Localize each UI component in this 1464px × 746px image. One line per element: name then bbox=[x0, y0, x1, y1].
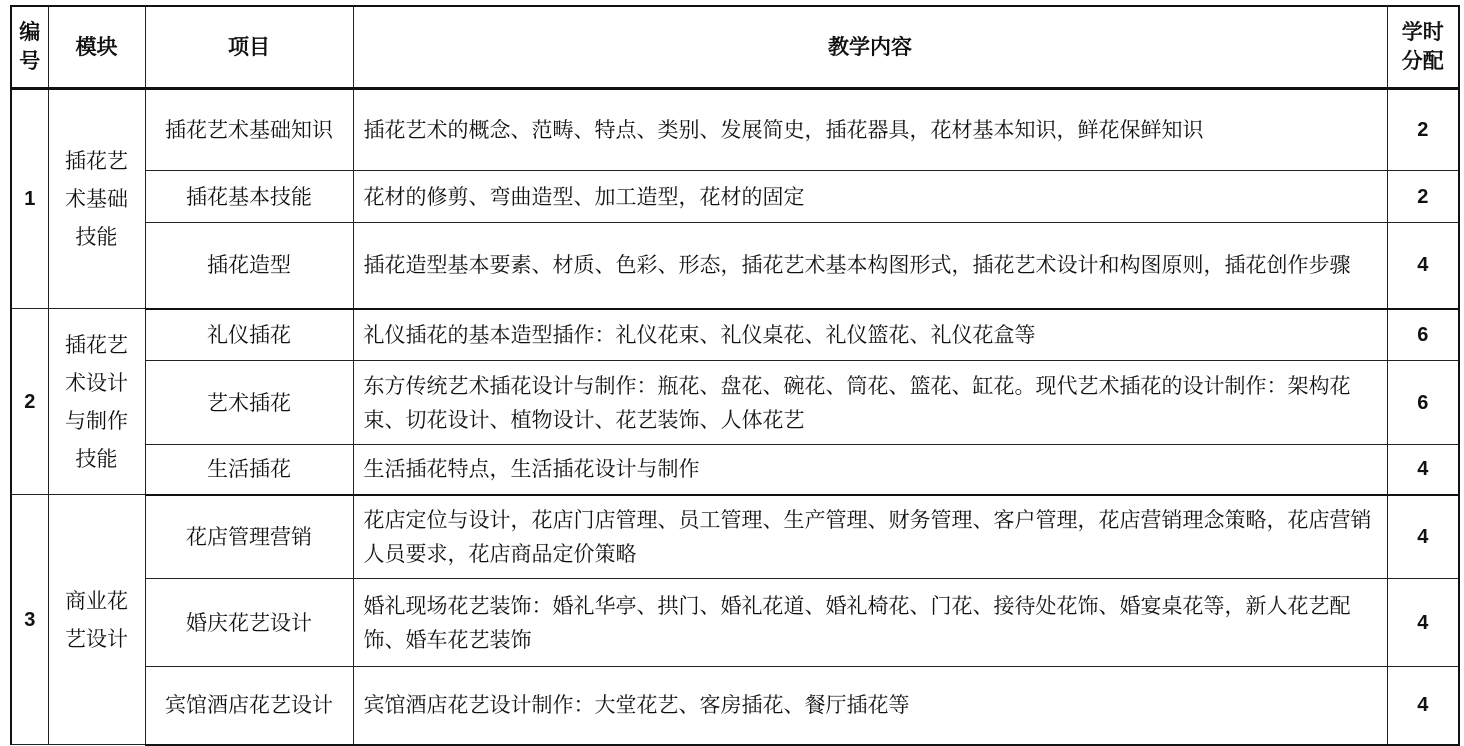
content-cell: 宾馆酒店花艺设计制作：大堂花艺、客房插花、餐厅插花等 bbox=[353, 667, 1387, 745]
hours-cell: 6 bbox=[1387, 309, 1459, 361]
content-cell: 花材的修剪、弯曲造型、加工造型，花材的固定 bbox=[353, 171, 1387, 223]
project-cell: 礼仪插花 bbox=[145, 309, 353, 361]
header-project: 项目 bbox=[145, 6, 353, 89]
content-cell: 插花造型基本要素、材质、色彩、形态，插花艺术基本构图形式，插花艺术设计和构图原则，插花创作步骤 bbox=[353, 223, 1387, 309]
header-module: 模块 bbox=[48, 6, 145, 89]
header-no: 编号 bbox=[11, 6, 48, 89]
hours-cell: 4 bbox=[1387, 667, 1459, 745]
project-cell: 插花造型 bbox=[145, 223, 353, 309]
header-hours: 学时分配 bbox=[1387, 6, 1459, 89]
table-row bbox=[11, 579, 1459, 667]
content-cell: 插花艺术的概念、范畴、特点、类别、发展简史，插花器具，花材基本知识，鲜花保鲜知识 bbox=[353, 89, 1387, 171]
content-cell: 生活插花特点，生活插花设计与制作 bbox=[353, 445, 1387, 495]
module-cell: 插花艺术基础技能 bbox=[48, 89, 145, 309]
content-cell: 花店定位与设计，花店门店管理、员工管理、生产管理、财务管理、客户管理，花店营销理念策略，花店营销人员要求，花店商品定价策略 bbox=[353, 495, 1387, 579]
curriculum-table-container bbox=[10, 5, 1458, 746]
hours-cell: 4 bbox=[1387, 223, 1459, 309]
hours-cell: 2 bbox=[1387, 171, 1459, 223]
module-cell: 插花艺术设计与制作技能 bbox=[48, 309, 145, 495]
curriculum-table bbox=[10, 5, 1460, 746]
table-row bbox=[11, 495, 1459, 579]
project-cell: 插花基本技能 bbox=[145, 171, 353, 223]
content-cell: 东方传统艺术插花设计与制作：瓶花、盘花、碗花、筒花、篮花、缸花。现代艺术插花的设计制作：架构花束、切花设计、植物设计、花艺装饰、人体花艺 bbox=[353, 361, 1387, 445]
content-cell: 婚礼现场花艺装饰：婚礼华亭、拱门、婚礼花道、婚礼椅花、门花、接待处花饰、婚宴桌花等，新人花艺配饰、婚车花艺装饰 bbox=[353, 579, 1387, 667]
table-row bbox=[11, 445, 1459, 495]
hours-cell: 4 bbox=[1387, 445, 1459, 495]
hours-cell: 4 bbox=[1387, 495, 1459, 579]
table-row bbox=[11, 667, 1459, 745]
project-cell: 花店管理营销 bbox=[145, 495, 353, 579]
hours-cell: 2 bbox=[1387, 89, 1459, 171]
table-row bbox=[11, 361, 1459, 445]
hours-cell: 4 bbox=[1387, 579, 1459, 667]
row-number: 1 bbox=[11, 89, 48, 309]
project-cell: 婚庆花艺设计 bbox=[145, 579, 353, 667]
project-cell: 艺术插花 bbox=[145, 361, 353, 445]
content-cell: 礼仪插花的基本造型插作：礼仪花束、礼仪桌花、礼仪篮花、礼仪花盒等 bbox=[353, 309, 1387, 361]
table-row bbox=[11, 89, 1459, 171]
module-cell: 商业花艺设计 bbox=[48, 495, 145, 745]
table-row bbox=[11, 309, 1459, 361]
row-number: 2 bbox=[11, 309, 48, 495]
table-header-row bbox=[11, 6, 1459, 89]
table-row bbox=[11, 223, 1459, 309]
row-number: 3 bbox=[11, 495, 48, 745]
project-cell: 宾馆酒店花艺设计 bbox=[145, 667, 353, 745]
project-cell: 生活插花 bbox=[145, 445, 353, 495]
header-content: 教学内容 bbox=[353, 6, 1387, 89]
project-cell: 插花艺术基础知识 bbox=[145, 89, 353, 171]
table-row bbox=[11, 171, 1459, 223]
hours-cell: 6 bbox=[1387, 361, 1459, 445]
